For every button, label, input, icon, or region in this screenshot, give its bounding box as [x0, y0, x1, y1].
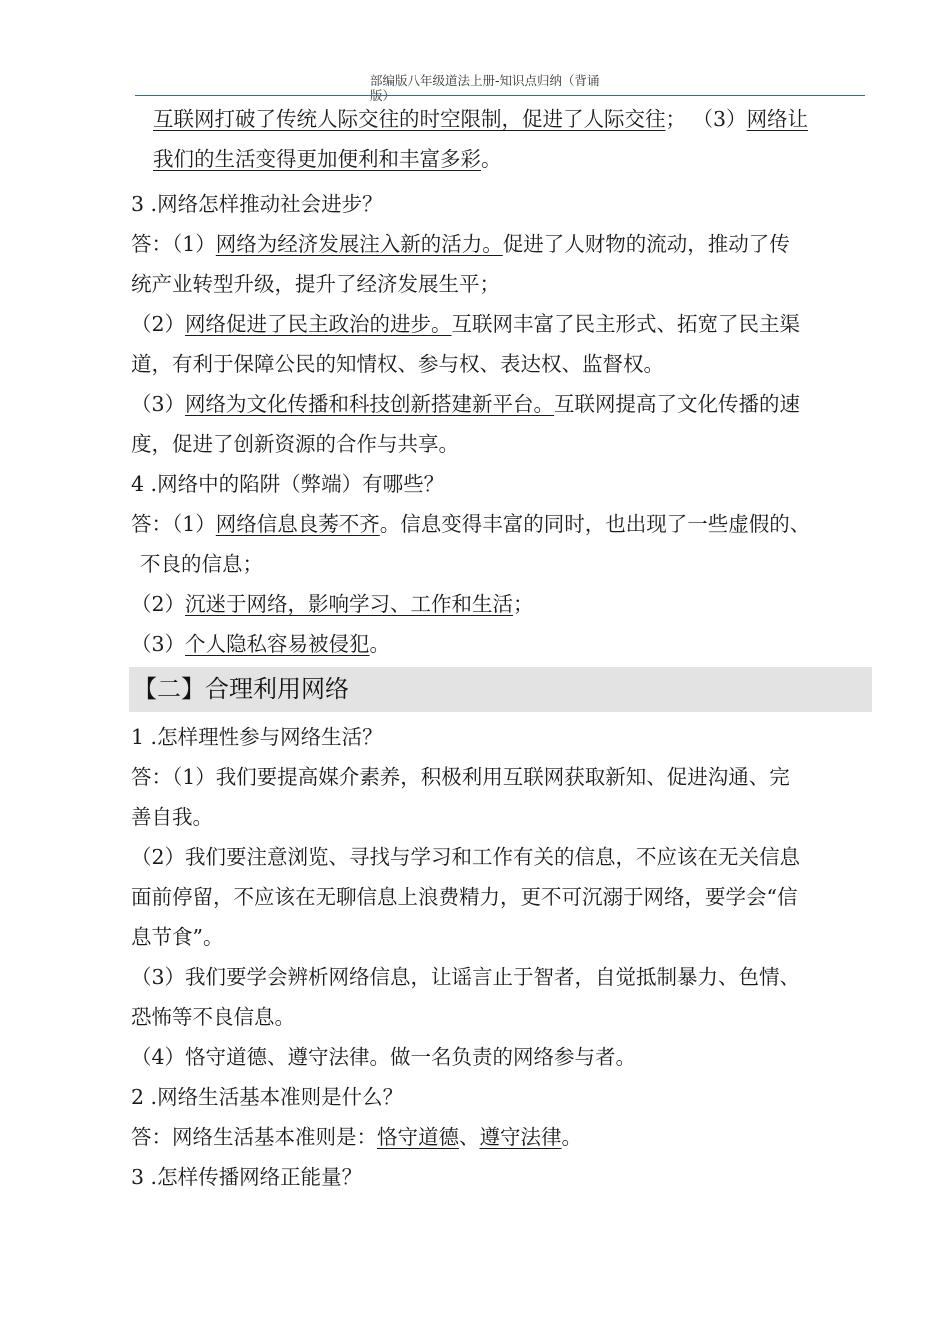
underlined-key-point: 网络信息良莠不齐: [215, 512, 380, 536]
document-header: [370, 73, 660, 103]
paragraph-line: （3）我们要学会辨析网络信息，让谣言止于智者，自觉抵制暴力、色情、: [131, 965, 801, 989]
paragraph-line: 答：网络生活基本准则是：恪守道德、遵守法律。: [131, 1125, 582, 1149]
paragraph-line: （3）网络为文化传播和科技创新搭建新平台。互联网提高了文化传播的速: [131, 392, 801, 416]
header-title-line-1: 部编版八年级道法上册-知识点归纳（背诵: [370, 73, 600, 88]
header-title-line-2: 版）: [370, 88, 396, 103]
underlined-key-point: 个人隐私容易被侵犯: [185, 632, 370, 656]
question-heading: 2 .网络生活基本准则是什么？: [131, 1085, 404, 1109]
question-heading: 3 .怎样传播网络正能量？: [131, 1165, 363, 1189]
section-heading-band: [129, 667, 872, 712]
section-title: 【二】合理利用网络: [133, 675, 349, 703]
paragraph-line: 息节食”。: [131, 925, 224, 949]
paragraph-line: 答：（1）网络为经济发展注入新的活力。促进了人财物的流动，推动了传: [131, 232, 790, 256]
underlined-key-point: 我们的生活变得更加便利和丰富多彩: [153, 147, 481, 171]
underlined-key-point: 网络促进了民主政治的进步。: [185, 312, 452, 336]
underlined-key-point: 恪守道德: [377, 1125, 459, 1149]
question-heading: 4 .网络中的陷阱（弊端）有哪些？: [131, 472, 445, 496]
paragraph-line: 善自我。: [131, 805, 213, 829]
underlined-key-point: 沉迷于网络，影响学习、工作和生活: [185, 592, 514, 616]
question-heading: 1 .怎样理性参与网络生活？: [131, 725, 383, 749]
question-heading: 3 .网络怎样推动社会进步？: [131, 192, 383, 216]
paragraph-line: 不良的信息；: [140, 552, 263, 576]
underlined-key-point: 互联网打破了传统人际交往的时空限制，促进了人际交往: [153, 107, 666, 131]
paragraph-line: 答：（1）我们要提高媒介素养，积极利用互联网获取新知、促进沟通、完: [131, 765, 790, 789]
paragraph-line: （2）网络促进了民主政治的进步。互联网丰富了民主形式、拓宽了民主渠: [131, 312, 801, 336]
paragraph-line: （2）沉迷于网络，影响学习、工作和生活；: [131, 592, 534, 616]
paragraph-line: 道，有利于保障公民的知情权、参与权、表达权、监督权。: [131, 352, 664, 376]
paragraph-line: （4）恪守道德、遵守法律。做一名负责的网络参与者。: [131, 1045, 637, 1069]
paragraph-line: 我们的生活变得更加便利和丰富多彩。: [153, 147, 502, 171]
header-rule: [135, 95, 865, 96]
paragraph-line: 恐怖等不良信息。: [131, 1005, 295, 1029]
underlined-key-point: 网络让: [746, 107, 809, 131]
underlined-key-point: 网络为文化传播和科技创新搭建新平台。: [185, 392, 555, 416]
paragraph-line: 面前停留，不应该在无聊信息上浪费精力，更不可沉溺于网络，要学会“信: [131, 885, 798, 909]
paragraph-line: （3）个人隐私容易被侵犯。: [131, 632, 391, 656]
paragraph-line: 统产业转型升级，提升了经济发展生平；: [131, 272, 500, 296]
paragraph-line: （2）我们要注意浏览、寻找与学习和工作有关的信息，不应该在无关信息: [131, 845, 801, 869]
underlined-key-point: 网络为经济发展注入新的活力。: [215, 232, 503, 256]
paragraph-line: 度，促进了创新资源的合作与共享。: [131, 432, 459, 456]
paragraph-line: 答：（1）网络信息良莠不齐。信息变得丰富的同时，也出现了一些虚假的、: [131, 512, 811, 536]
paragraph-line: 互联网打破了传统人际交往的时空限制，促进了人际交往； （3）网络让: [153, 107, 809, 131]
underlined-key-point: 遵守法律: [479, 1125, 562, 1149]
